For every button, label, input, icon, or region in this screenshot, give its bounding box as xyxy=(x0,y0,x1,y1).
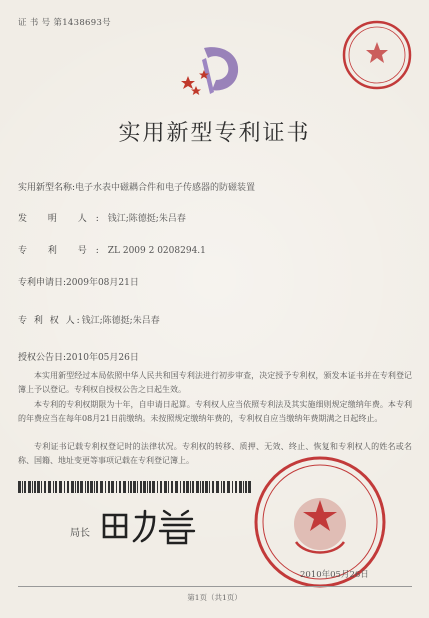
certificate-number: 证 书 号 第1438693号 xyxy=(18,18,111,28)
field-value: ZL 2009 2 0208294.1 xyxy=(107,246,206,256)
tax-seal-icon xyxy=(340,18,414,96)
page-footer: 第1页（共1页） xyxy=(187,593,242,602)
paragraph-status: 专利证书记载专利权登记时的法律状况。专利权的转移、质押、无效、终止、恢复和专利权人的姓名或名称、国籍、地址变更等事项记载在专利登记簿上。 xyxy=(18,442,412,466)
field-label: 授权公告日: xyxy=(18,353,67,363)
field-utility-name xyxy=(18,180,255,193)
paragraph-term: 本专利的专利权期限为十年，自申请日起算。专利权人应当依照专利法及其实施细则规定缴纳年费。本专利的年费应当在每年08月21日前缴纳。未按照规定缴纳年费的，专利权自应当缴纳年费期满之日起终止。 xyxy=(18,400,412,424)
field-value: 电子水表中磁耦合件和电子传感器的防磁装置 xyxy=(75,183,256,193)
field-application-date xyxy=(18,275,139,288)
field-patentee xyxy=(18,313,160,326)
paragraph-grant: 本实用新型经过本局依照中华人民共和国专利法进行初步审查，决定授予专利权，颁发本证书并在专利登记簿上予以登记。专利权自授权公告之日起生效。 xyxy=(18,371,412,395)
field-value: 钱江;陈德挺;朱吕春 xyxy=(81,316,160,326)
field-value: 2009年08月21日 xyxy=(66,278,139,288)
field-label: 专利申请日: xyxy=(18,278,67,288)
field-value: 钱江;陈德挺;朱吕春 xyxy=(107,214,186,224)
field-patent-number xyxy=(18,243,206,256)
barcode-icon xyxy=(18,478,253,497)
footer-divider xyxy=(18,586,412,587)
field-value: 2010年05月26日 xyxy=(66,353,139,363)
field-label: 发 明 人: xyxy=(18,214,108,224)
field-label: 专 利 号: xyxy=(18,246,108,256)
field-inventor xyxy=(18,211,186,224)
sipo-emblem-icon xyxy=(180,40,250,104)
field-label: 专 利 权 人: xyxy=(18,316,82,326)
page-title: 实用新型专利证书 xyxy=(118,121,311,146)
field-grant-date xyxy=(18,350,139,363)
signature xyxy=(98,505,208,549)
issue-date: 2010年05月26日 xyxy=(300,570,369,580)
field-label: 实用新型名称: xyxy=(18,183,76,193)
signatory-title: 局长 xyxy=(70,528,90,539)
